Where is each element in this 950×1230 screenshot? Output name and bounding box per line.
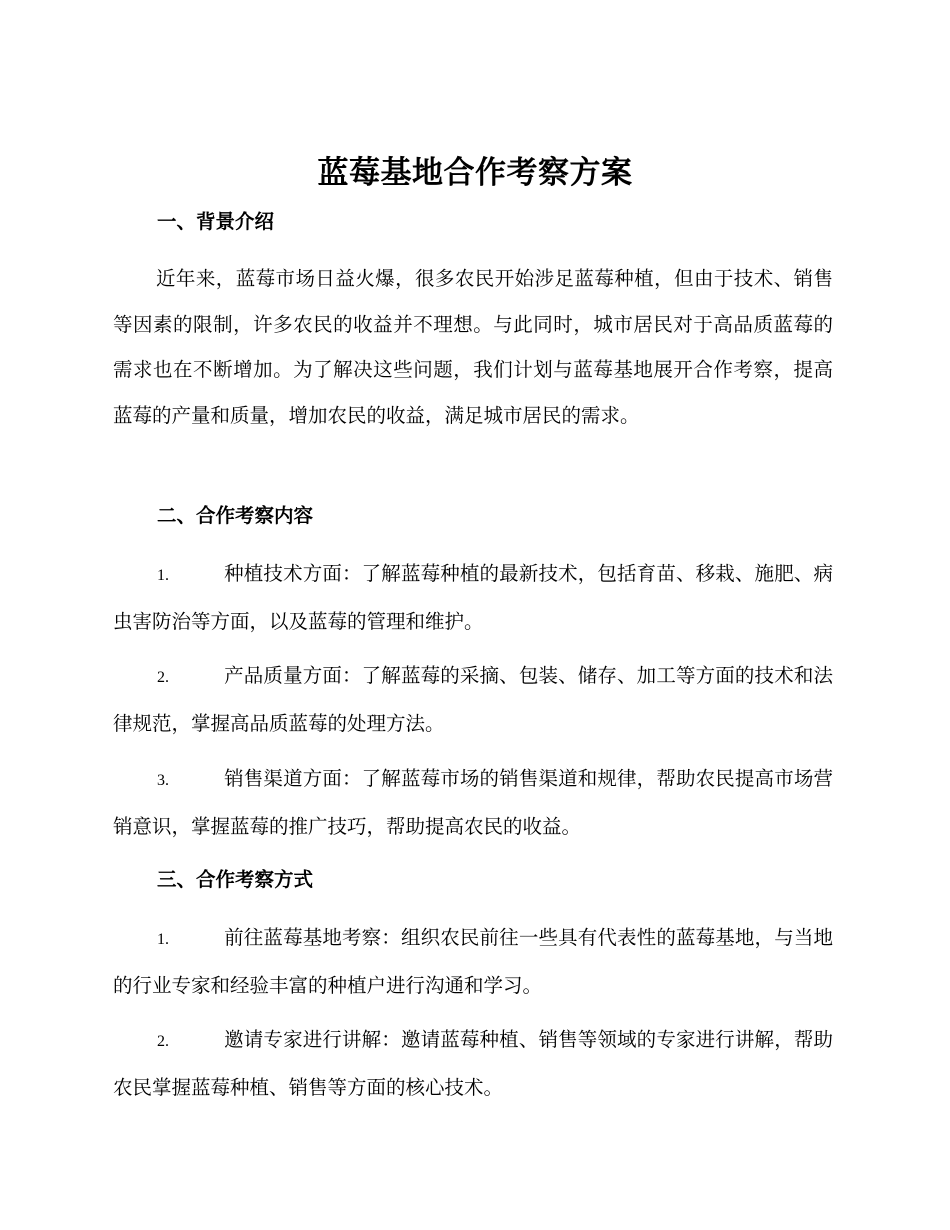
list-item-text: 邀请专家进行讲解：邀请蓝莓种植、销售等领域的专家进行讲解，帮助农民掌握蓝莓种植、销售等方面的核心技术。 <box>113 1028 833 1099</box>
list-item <box>113 551 833 644</box>
section-heading-background: 一、背景介绍 <box>157 210 275 233</box>
list-item-number: 1. <box>157 931 169 948</box>
list-item <box>113 915 833 1008</box>
list-item <box>113 1017 833 1110</box>
section-heading-method: 三、合作考察方式 <box>157 868 314 891</box>
list-item-number: 1. <box>157 567 169 584</box>
list-item-number: 2. <box>157 669 169 686</box>
list-item-text: 产品质量方面：了解蓝莓的采摘、包装、储存、加工等方面的技术和法律规范，掌握高品质蓝莓的处理方法。 <box>113 664 833 735</box>
list-item-number: 2. <box>157 1033 169 1050</box>
list-item-text: 销售渠道方面：了解蓝莓市场的销售渠道和规律，帮助农民提高市场营销意识，掌握蓝莓的推广技巧，帮助提高农民的收益。 <box>113 767 833 838</box>
section-heading-content: 二、合作考察内容 <box>157 504 314 527</box>
list-item-text: 种植技术方面：了解蓝莓种植的最新技术，包括育苗、移栽、施肥、病虫害防治等方面，以及蓝莓的管理和维护。 <box>113 562 833 633</box>
list-item <box>113 653 833 746</box>
list-item-number: 3. <box>157 772 169 789</box>
background-paragraph: 近年来，蓝莓市场日益火爆，很多农民开始涉足蓝莓种植，但由于技术、销售等因素的限制，许多农民的收益并不理想。与此同时，城市居民对于高品质蓝莓的需求也在不断增加。为了解决这些问题，我们计划与蓝莓基地展开合作考察，提高蓝莓的产量和质量，增加农民的收益，满足城市居民的需求。 <box>113 267 833 427</box>
document-title: 蓝莓基地合作考察方案 <box>317 155 633 191</box>
list-item <box>113 756 833 849</box>
list-item-text: 前往蓝莓基地考察：组织农民前往一些具有代表性的蓝莓基地，与当地的行业专家和经验丰富的种植户进行沟通和学习。 <box>113 926 833 997</box>
